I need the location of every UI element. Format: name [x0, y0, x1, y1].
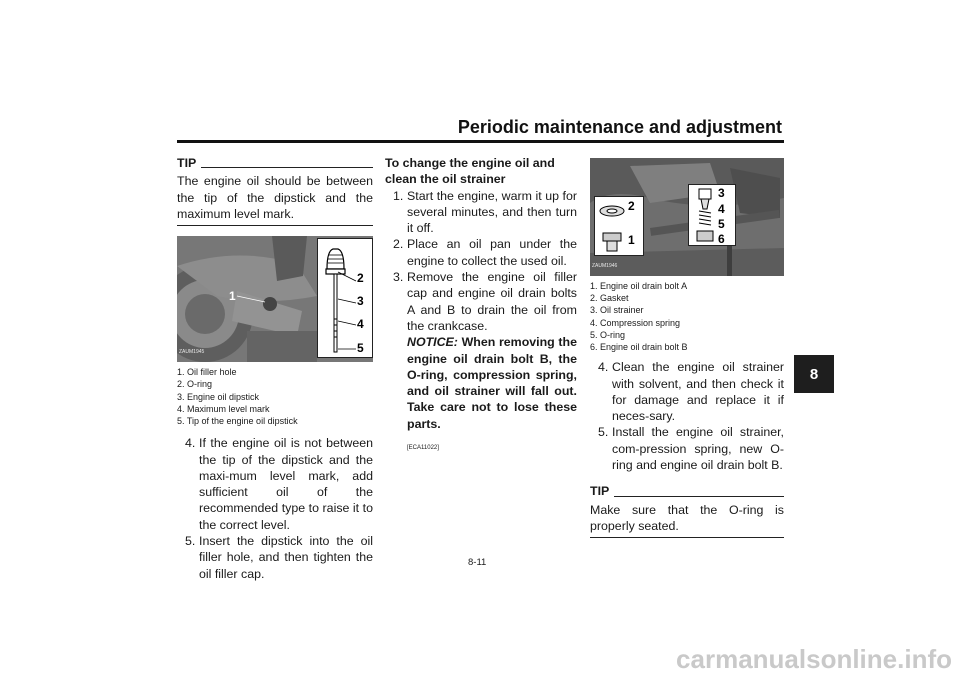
gasket-bolt-inset [594, 196, 644, 256]
legend-item: 2. O-ring [177, 379, 213, 390]
step-text: Remove the engine oil filler cap and engine oil drain bolts A and B to drain the oil from the crankcase. [407, 270, 577, 333]
left-column [177, 155, 373, 582]
step-text: Place an oil pan under the engine to collect the used oil. [407, 237, 577, 268]
step-number: 4. [185, 436, 196, 451]
strainer-inset [688, 184, 736, 246]
step-number: 5. [185, 533, 196, 548]
callout-3: 3 [357, 294, 364, 309]
reference-code: [ECA11022] [407, 445, 439, 452]
callout-2: 2 [628, 199, 635, 213]
figure-legend [177, 366, 373, 427]
step-list [590, 359, 784, 473]
callout-1: 1 [628, 233, 635, 247]
right-column [590, 158, 784, 538]
callout-5: 5 [357, 341, 364, 356]
tip-heading [590, 483, 784, 499]
dipstick-figure [177, 236, 373, 362]
legend-item: 4. Compression spring [590, 317, 681, 328]
step-item [385, 188, 577, 237]
chapter-tab[interactable]: 8 [794, 355, 834, 393]
tip-end-rule [590, 537, 784, 538]
section-title: To change the engine oil and clean the oil strainer [385, 156, 555, 187]
notice-text: When removing the engine oil drain bolt B, the O-ring, compression spring, and oil strainer will fall out. Take care not to lose these parts. [407, 335, 577, 431]
step-number: 5. [598, 425, 609, 440]
figure-code: ZAUM1945 [179, 348, 205, 355]
callout-4: 4 [718, 202, 725, 216]
legend-item: 6. Engine oil drain bolt B [590, 342, 688, 353]
step-item [177, 533, 373, 582]
header-rule [177, 140, 784, 143]
step-item [385, 269, 577, 432]
legend-item: 1. Oil filler hole [177, 367, 237, 378]
step-text: Clean the engine oil strainer with solvent, and then check it for damage and replace it if neces-sary. [612, 360, 784, 424]
callout-2: 2 [357, 271, 364, 286]
legend-item: 4. Maximum level mark [177, 403, 270, 414]
legend-item: 3. Oil strainer [590, 305, 644, 316]
tip-rule [614, 496, 784, 497]
legend-item: 3. Engine oil dipstick [177, 391, 260, 402]
notice-label: NOTICE: [407, 335, 458, 350]
tip-label: TIP [590, 484, 610, 499]
page-header-title: Periodic maintenance and adjustment [457, 117, 782, 137]
bolt-gasket-icon [595, 197, 643, 255]
step-item [590, 359, 784, 424]
step-number: 2. [393, 237, 404, 252]
page-number: 8-11 [468, 557, 487, 568]
tip-heading [177, 155, 373, 171]
tip-text: Make sure that the O-ring is properly seated. [590, 502, 784, 533]
dipstick-inset [317, 238, 373, 358]
step-number: 4. [598, 360, 609, 375]
step-text: Start the engine, warm it up for several minutes, and then turn it off. [407, 188, 577, 236]
callout-4: 4 [357, 317, 364, 332]
legend-item: 5. O-ring [590, 329, 626, 340]
callout-1: 1 [229, 289, 236, 304]
step-text: Insert the dipstick into the oil filler hole, and then tighten the oil filler cap. [199, 533, 373, 581]
strainer-spring-icon [689, 185, 735, 245]
step-text: Install the engine oil strainer, com-pression spring, new O-ring and engine oil drain bolt B. [612, 425, 784, 472]
tip-text: The engine oil should be between the tip of the dipstick and the maximum level mark. [177, 174, 373, 221]
figure-legend [590, 280, 784, 353]
callout-6: 6 [718, 232, 725, 246]
notice-block [407, 334, 577, 432]
callout-5: 5 [718, 217, 725, 231]
legend-item: 5. Tip of the engine oil dipstick [177, 416, 298, 426]
step-item [177, 435, 373, 533]
drain-bolt-figure [590, 158, 784, 276]
step-number: 3. [393, 270, 404, 285]
step-text: If the engine oil is not between the tip of the dipstick and the maxi-mum level mark, add sufficient oil of the recommended type to raise it to the correct level. [199, 436, 373, 532]
step-list [385, 188, 577, 432]
tip-rule [201, 167, 373, 168]
tip-end-rule [177, 225, 373, 226]
step-item [590, 424, 784, 473]
callout-3: 3 [718, 186, 725, 200]
figure-code: ZAUM1946 [592, 262, 618, 269]
step-item [385, 236, 577, 269]
step-number: 1. [393, 188, 404, 203]
tip-label: TIP [177, 156, 197, 170]
watermark-text[interactable]: carmanualsonline.info [676, 644, 952, 674]
legend-item: 1. Engine oil drain bolt A [590, 281, 688, 291]
step-list [177, 435, 373, 582]
middle-column [385, 155, 577, 456]
legend-item: 2. Gasket [590, 293, 629, 304]
